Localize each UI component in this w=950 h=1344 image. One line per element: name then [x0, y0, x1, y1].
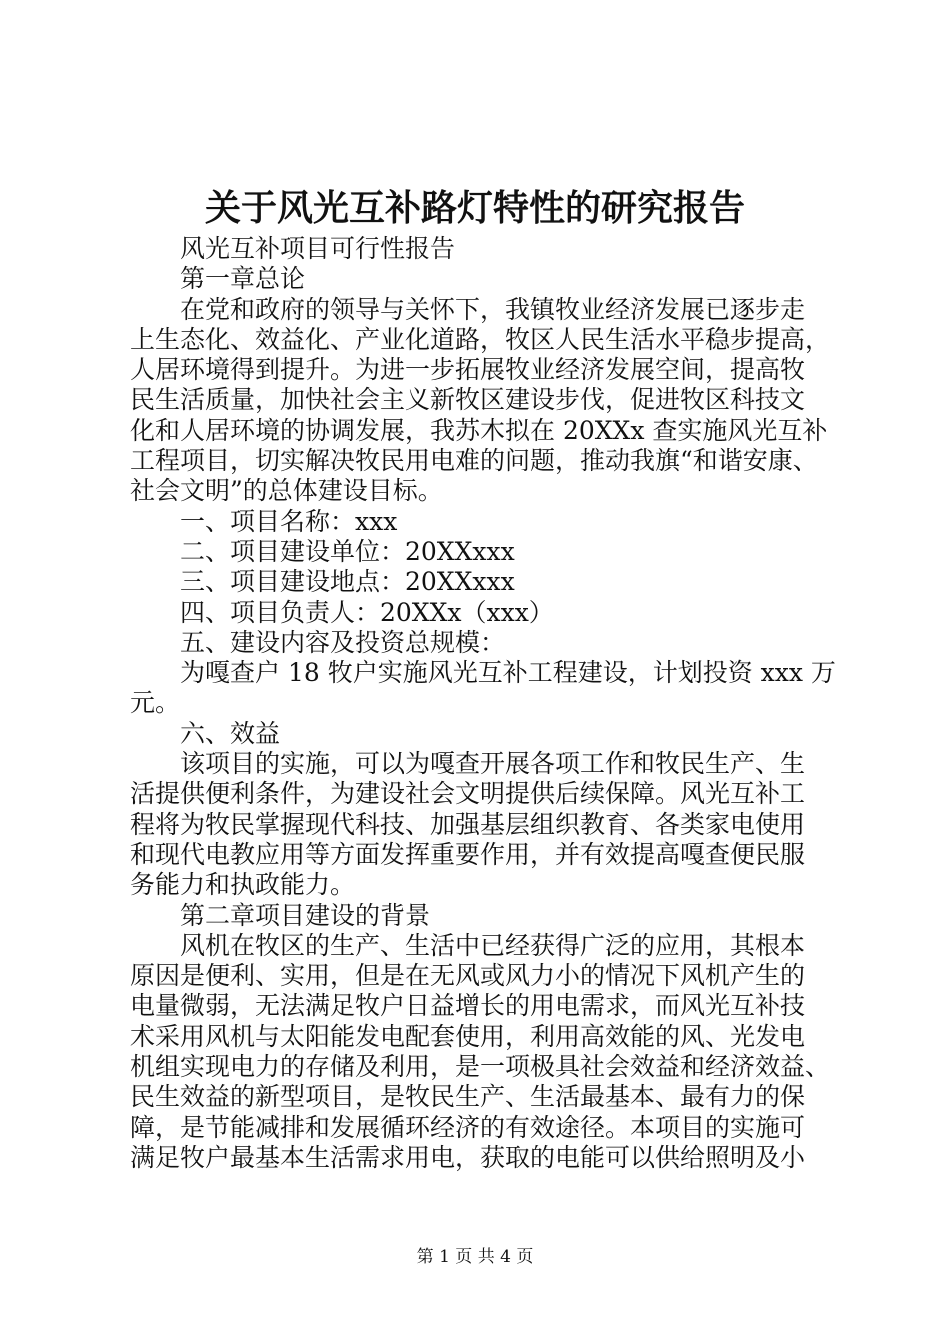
chapter-1-heading: 第一章总论 [180, 264, 306, 294]
text-line: 元。 [130, 688, 181, 718]
item-scope-heading: 五、建设内容及投资总规模： [180, 627, 506, 657]
text-line: 程将为牧民掌握现代科技、加强基层组织教育、各类家电使用 [130, 809, 806, 839]
chapter-2-heading: 第二章项目建设的背景 [180, 900, 431, 930]
text-line: 在党和政府的领导与关怀下，我镇牧业经济发展已逐步走 [180, 294, 806, 324]
benefit-paragraph [130, 749, 842, 900]
benefit-heading: 六、效益 [180, 718, 281, 748]
document-body [130, 234, 842, 1173]
document-title: 关于风光互补路灯特性的研究报告 [204, 187, 745, 229]
page-footer: 第 1 页 共 4 页 [416, 1247, 534, 1267]
scope-paragraph [130, 658, 842, 719]
subtitle: 风光互补项目可行性报告 [180, 234, 456, 263]
text-line: 工程项目，切实解决牧民用电难的问题，推动我旗“和谐安康、 [130, 446, 818, 476]
text-line: 为嘎查户 18 牧户实施风光互补工程建设，计划投资 xxx 万 [180, 658, 836, 688]
text-line: 风机在牧区的生产、生活中已经获得广泛的应用，其根本 [180, 930, 806, 960]
item-construction-site: 三、项目建设地点：20XXxxx [180, 567, 515, 597]
text-line: 活提供便利条件，为建设社会文明提供后续保障。风光互补工 [130, 779, 806, 809]
text-line: 社会文明”的总体建设目标。 [130, 476, 443, 506]
text-line: 机组实现电力的存储及利用，是一项极具社会效益和经济效益、 [130, 1052, 831, 1082]
text-line: 术采用风机与太阳能发电配套使用，利用高效能的风、光发电 [130, 1021, 806, 1051]
text-line: 和现代电教应用等方面发挥重要作用，并有效提高嘎查便民服 [130, 839, 806, 869]
intro-paragraph [130, 295, 842, 507]
text-line: 电量微弱，无法满足牧户日益增长的用电需求，而风光互补技 [130, 991, 806, 1021]
text-line: 民生活质量，加快社会主义新牧区建设步伐，促进牧区科技文 [130, 385, 806, 415]
item-project-name: 一、项目名称：xxx [180, 506, 398, 536]
text-line: 化和人居环境的协调发展，我苏木拟在 20XXx 查实施风光互补 [130, 415, 828, 445]
text-line: 该项目的实施，可以为嘎查开展各项工作和牧民生产、生 [180, 749, 806, 779]
text-line: 满足牧户最基本生活需求用电，获取的电能可以供给照明及小 [130, 1142, 806, 1172]
text-line: 民生效益的新型项目，是牧民生产、生活最基本、最有力的保 [130, 1082, 806, 1112]
text-line: 人居环境得到提升。为进一步拓展牧业经济发展空间，提高牧 [130, 355, 806, 385]
text-line: 原因是便利、实用，但是在无风或风力小的情况下风机产生的 [130, 961, 806, 991]
text-line: 务能力和执政能力。 [130, 870, 356, 900]
item-construction-unit: 二、项目建设单位：20XXxxx [180, 536, 515, 566]
background-paragraph [130, 931, 842, 1173]
text-line: 上生态化、效益化、产业化道路，牧区人民生活水平稳步提高， [130, 324, 831, 354]
text-line: 障，是节能减排和发展循环经济的有效途径。本项目的实施可 [130, 1112, 806, 1142]
item-project-lead: 四、项目负责人：20XXx（xxx） [180, 597, 554, 627]
